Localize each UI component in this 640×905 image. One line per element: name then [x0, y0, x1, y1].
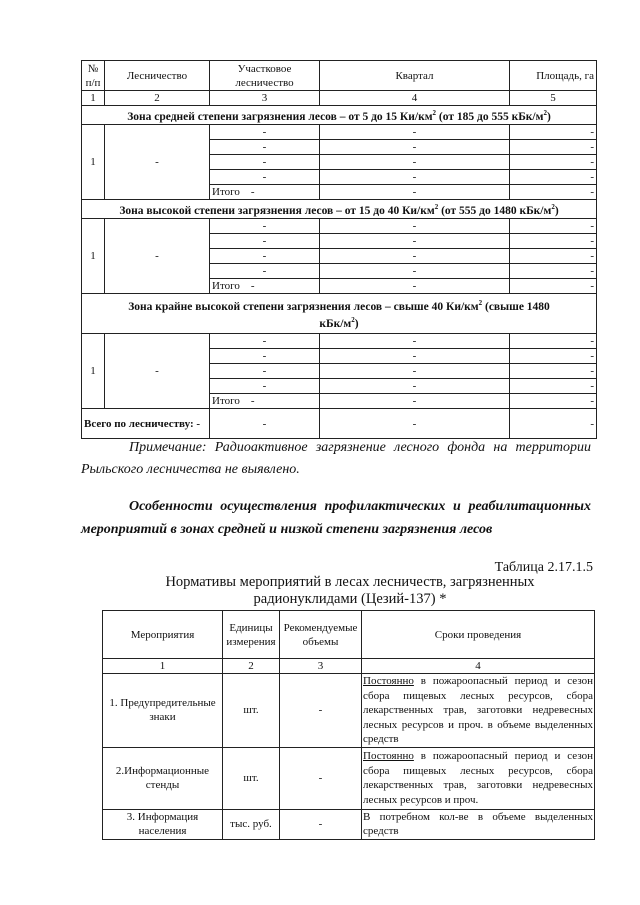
measure-name: 2.Информационные стенды — [103, 747, 223, 809]
term-underlined: Постоянно — [363, 675, 414, 687]
itogo-cell — [210, 278, 320, 293]
measure-name: 3. Информация населения — [103, 809, 223, 839]
note-text: Примечание: Радиоактивное загрязнение лесного фонда на территории Рыльского лесничества не выявлено. — [81, 440, 591, 477]
table-row — [82, 218, 597, 233]
cell: - — [210, 379, 320, 394]
header-cell: Мероприятия — [103, 611, 223, 659]
measure-term — [362, 674, 595, 748]
cell: - — [210, 364, 320, 379]
itogo-cell — [210, 394, 320, 409]
section-heading: Особенности осуществления профилактических и реабилитационных мероприятий в зонах средней и низкой степени загрязнения лесов — [81, 499, 591, 537]
cell: - — [320, 218, 510, 233]
cell: - — [510, 349, 597, 364]
itogo-dash: - — [250, 185, 255, 198]
cell: - — [320, 233, 510, 248]
measure-volume: - — [280, 747, 362, 809]
cell: - — [210, 169, 320, 184]
term-text: в пожароопасный период и сезон сбора пищевых лесных ресурсов, сбора лекарственных трав, заготовки недревесных лесных ресурсов и проч. в объеме выделенных средств — [363, 675, 593, 745]
col-number: 3 — [210, 91, 320, 106]
measure-unit: шт. — [223, 747, 280, 809]
cell: - — [510, 409, 597, 439]
itogo-label: Итого — [212, 395, 240, 408]
zone-heading: Зона средней степени загрязнения лесов – от 5 до 15 $Ки/км^2$ (от 185 до 555 кБк/$м^2$) — [82, 106, 597, 125]
col-number: 1 — [103, 659, 223, 674]
table-row — [82, 124, 597, 139]
cell: - — [210, 124, 320, 139]
column-number-row — [103, 659, 595, 674]
cell: - — [320, 394, 510, 409]
table-header-row — [82, 61, 597, 91]
cell: - — [320, 263, 510, 278]
itogo-label: Итого — [212, 185, 240, 198]
cell: - — [210, 409, 320, 439]
table-title: Нормативы мероприятий в лесах лесничеств, загрязненных радионуклидами (Цезий-137) * — [165, 574, 535, 607]
measure-volume: - — [280, 674, 362, 748]
col-number: 4 — [320, 91, 510, 106]
cell: - — [510, 154, 597, 169]
cell: - — [510, 184, 597, 199]
cell: - — [210, 154, 320, 169]
itogo-dash: - — [250, 395, 255, 408]
forestry-cell: - — [105, 218, 210, 293]
cell: - — [320, 334, 510, 349]
cell: - — [320, 278, 510, 293]
header-cell: Единицы измерения — [223, 611, 280, 659]
cell: - — [320, 124, 510, 139]
measure-term — [362, 809, 595, 839]
cell: - — [210, 349, 320, 364]
measure-term — [362, 747, 595, 809]
cell: - — [210, 218, 320, 233]
cell: - — [510, 394, 597, 409]
total-label: Всего по лесничеству: - — [82, 409, 210, 439]
table-header-row — [103, 611, 595, 659]
cell: - — [320, 139, 510, 154]
measures-table — [102, 610, 595, 840]
table-row — [103, 809, 595, 839]
col-number: 2 — [223, 659, 280, 674]
col-number: 5 — [510, 91, 597, 106]
header-cell: № п/п — [82, 61, 105, 91]
col-number: 2 — [105, 91, 210, 106]
zone-heading: Зона высокой степени загрязнения лесов – от 15 до 40 $Ки/км^2$ (от 555 до 1480 кБк/$м^2$) — [82, 199, 597, 218]
cell: - — [210, 334, 320, 349]
cell: - — [210, 263, 320, 278]
cell: - — [510, 139, 597, 154]
column-number-row — [82, 91, 597, 106]
cell: - — [320, 379, 510, 394]
forestry-cell: - — [105, 334, 210, 409]
row-number: 1 — [82, 334, 105, 409]
itogo-label: Итого — [212, 279, 240, 292]
row-number: 1 — [82, 218, 105, 293]
measure-unit: тыс. руб. — [223, 809, 280, 839]
cell: - — [510, 278, 597, 293]
measure-unit: шт. — [223, 674, 280, 748]
cell: - — [510, 233, 597, 248]
cell: - — [320, 349, 510, 364]
col-number: 3 — [280, 659, 362, 674]
cell: - — [510, 124, 597, 139]
term-text: в пожароопасный период и сезон сбора пищевых лесных ресурсов, сбора лекарственных трав, заготовки недревесных лесных ресурсов и проч. — [363, 750, 593, 806]
contamination-table — [81, 60, 597, 439]
table-row — [103, 674, 595, 748]
cell: - — [210, 233, 320, 248]
table-number: Таблица 2.17.1.5 — [494, 560, 593, 575]
cell: - — [210, 248, 320, 263]
table-row — [103, 747, 595, 809]
cell: - — [320, 248, 510, 263]
col-number: 1 — [82, 91, 105, 106]
cell: - — [510, 169, 597, 184]
table-row — [82, 334, 597, 349]
row-number: 1 — [82, 124, 105, 199]
cell: - — [320, 409, 510, 439]
cell: - — [320, 169, 510, 184]
header-cell: Лесничество — [105, 61, 210, 91]
cell: - — [510, 379, 597, 394]
term-underlined: Постоянно — [363, 750, 414, 762]
col-number: 4 — [362, 659, 595, 674]
forestry-cell: - — [105, 124, 210, 199]
cell: - — [510, 248, 597, 263]
itogo-dash: - — [250, 279, 255, 292]
itogo-cell — [210, 184, 320, 199]
cell: - — [320, 184, 510, 199]
cell: - — [210, 139, 320, 154]
cell: - — [320, 154, 510, 169]
cell: - — [510, 364, 597, 379]
total-row — [82, 409, 597, 439]
cell: - — [510, 218, 597, 233]
measure-volume: - — [280, 809, 362, 839]
cell: - — [320, 364, 510, 379]
measure-name: 1. Предупредительные знаки — [103, 674, 223, 748]
header-cell: Площадь, га — [510, 61, 597, 91]
header-cell: Квартал — [320, 61, 510, 91]
term-text: В потребном кол-ве в объеме выделенных средств — [363, 810, 593, 837]
header-cell: Участковое лесничество — [210, 61, 320, 91]
cell: - — [510, 263, 597, 278]
header-cell: Рекомендуемые объемы — [280, 611, 362, 659]
cell: - — [510, 334, 597, 349]
zone-heading: Зона крайне высокой степени загрязнения лесов – свыше 40 $Ки/км^2$ (свыше 1480 кБк/$м^2$) — [82, 293, 597, 334]
header-cell: Сроки проведения — [362, 611, 595, 659]
